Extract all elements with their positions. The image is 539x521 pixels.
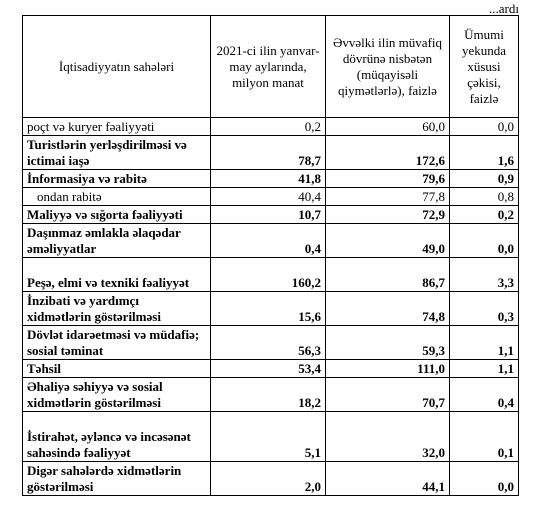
row-value: 0,4: [211, 224, 326, 258]
row-sector-name: ondan rabitə: [23, 188, 211, 206]
table-row: [23, 258, 519, 292]
row-share: 1,1: [450, 326, 519, 360]
table-row: [23, 326, 519, 360]
row-sector-name: Maliyyə və sığorta fəaliyyəti: [23, 206, 211, 224]
row-percent: 79,6: [326, 170, 450, 188]
row-percent: 77,8: [326, 188, 450, 206]
row-value: 0,2: [211, 118, 326, 136]
row-percent: 74,8: [326, 292, 450, 326]
row-share: 0,0: [450, 118, 519, 136]
header-percent: Əvvəlki ilin müvafiq dövrünə nisbətən (müqayisəli qiymətlərlə), faizlə: [326, 16, 450, 118]
header-share: Ümumi yekunda xüsusi çəkisi, faizlə: [450, 16, 519, 118]
row-sector-name: Əhaliyə səhiyyə və sosial xidmətlərin göstərilməsi: [23, 378, 211, 412]
header-value: 2021-ci ilin yanvar-may aylarında, milyon manat: [211, 16, 326, 118]
row-value: 10,7: [211, 206, 326, 224]
continuation-label: ...ardı: [489, 1, 519, 16]
row-share: 0,0: [450, 224, 519, 258]
row-value: 78,7: [211, 136, 326, 170]
table-row: [23, 224, 519, 258]
row-percent: 60,0: [326, 118, 450, 136]
row-percent: 32,0: [326, 412, 450, 462]
row-value: 40,4: [211, 188, 326, 206]
row-percent: 86,7: [326, 258, 450, 292]
table-row: [23, 118, 519, 136]
row-sector-name: Digər sahələrdə xidmətlərin göstərilməsi: [23, 462, 211, 496]
table-row: [23, 360, 519, 378]
row-value: 53,4: [211, 360, 326, 378]
row-percent: 44,1: [326, 462, 450, 496]
row-share: 3,3: [450, 258, 519, 292]
row-value: 160,2: [211, 258, 326, 292]
row-value: 56,3: [211, 326, 326, 360]
row-sector-name: Təhsil: [23, 360, 211, 378]
row-sector-name: İnformasiya və rabitə: [23, 170, 211, 188]
row-share: 0,8: [450, 188, 519, 206]
row-share: 0,2: [450, 206, 519, 224]
row-sector-name: İnzibati və yardımçı xidmətlərin göstərilməsi: [23, 292, 211, 326]
row-share: 0,1: [450, 412, 519, 462]
row-percent: 59,3: [326, 326, 450, 360]
row-sector-name: Turistlərin yerləşdirilməsi və ictimai iaşə: [23, 136, 211, 170]
header-row: [23, 16, 519, 118]
table-row: [23, 412, 519, 462]
row-share: 0,4: [450, 378, 519, 412]
row-sector-name: İstirahət, əyləncə və incəsənət sahəsində fəaliyyət: [23, 412, 211, 462]
table-row: [23, 170, 519, 188]
table-row: [23, 206, 519, 224]
row-sector-name: Peşə, elmi və texniki fəaliyyət: [23, 258, 211, 292]
row-share: 1,6: [450, 136, 519, 170]
row-value: 5,1: [211, 412, 326, 462]
row-percent: 72,9: [326, 206, 450, 224]
row-percent: 70,7: [326, 378, 450, 412]
row-percent: 111,0: [326, 360, 450, 378]
row-share: 0,0: [450, 462, 519, 496]
header-sector: İqtisadiyyatın sahələri: [23, 16, 211, 118]
row-value: 41,8: [211, 170, 326, 188]
row-value: 18,2: [211, 378, 326, 412]
sector-table: [22, 15, 519, 496]
table-row: [23, 462, 519, 496]
row-percent: 49,0: [326, 224, 450, 258]
row-share: 1,1: [450, 360, 519, 378]
row-value: 15,6: [211, 292, 326, 326]
row-value: 2,0: [211, 462, 326, 496]
row-percent: 172,6: [326, 136, 450, 170]
table-row: [23, 378, 519, 412]
table-row: [23, 292, 519, 326]
table-row: [23, 136, 519, 170]
row-share: 0,3: [450, 292, 519, 326]
row-sector-name: poçt və kuryer fəaliyyəti: [23, 118, 211, 136]
row-sector-name: Daşınmaz əmlakla əlaqədar əməliyyatlar: [23, 224, 211, 258]
row-sector-name: Dövlət idarəetməsi və müdafiə; sosial təminat: [23, 326, 211, 360]
table-row: [23, 188, 519, 206]
row-share: 0,9: [450, 170, 519, 188]
